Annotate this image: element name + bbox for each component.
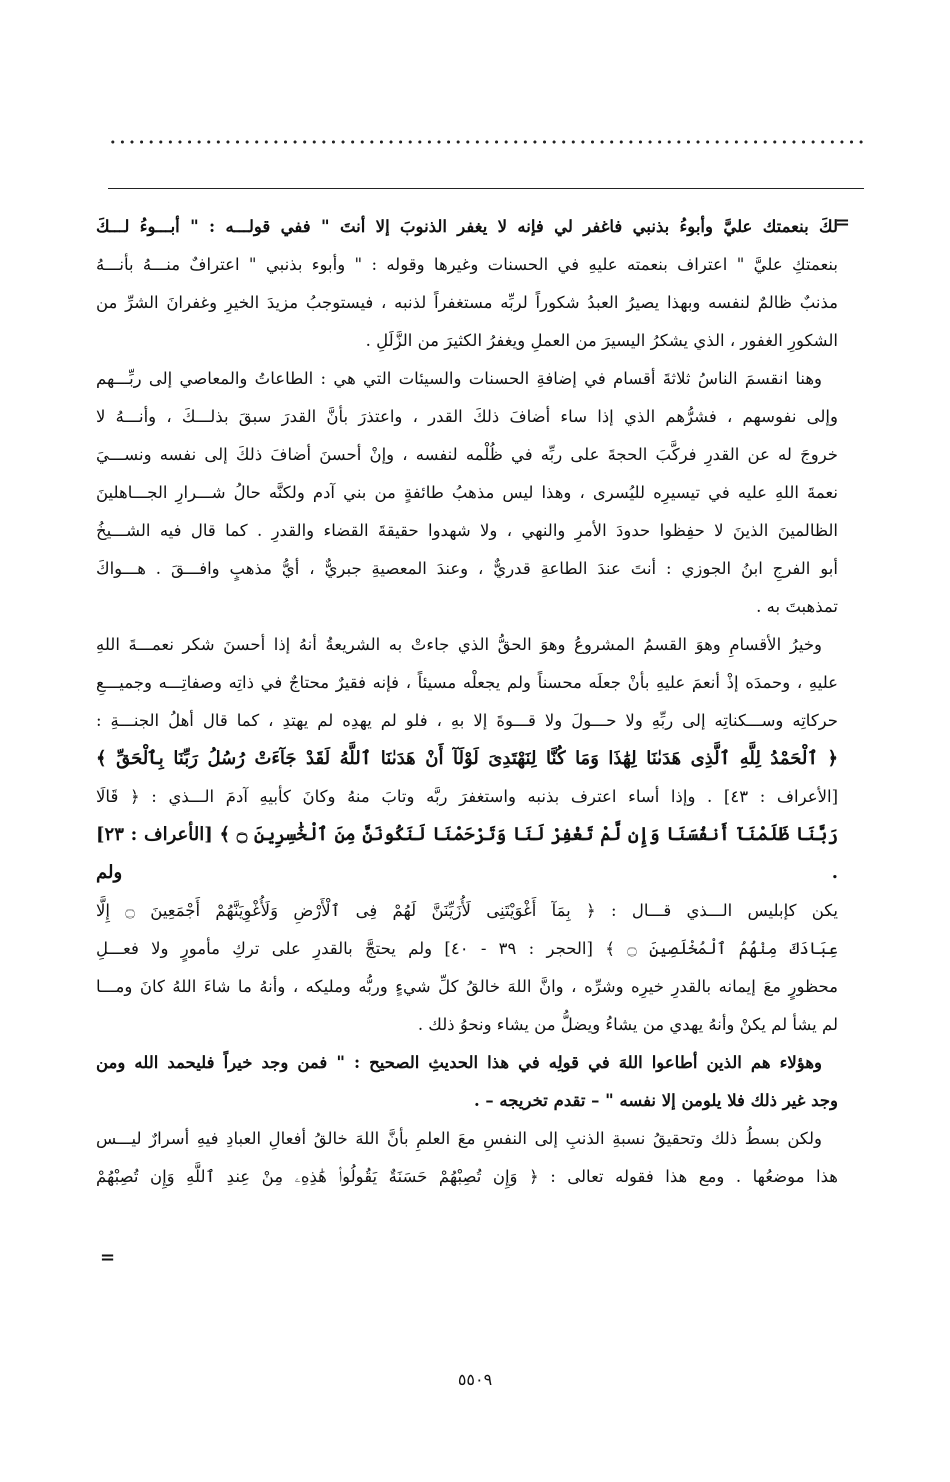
solid-divider bbox=[108, 188, 864, 189]
line-16: [الأعراف : ٤٣] . وإذا أساء اعترف بذنبه واستغفرَ ربَّه وتابَ منهُ وكانَ كأبيهِ آدمَ الـــذي : ﴿ قَالَا bbox=[96, 787, 839, 806]
line-11: تمذهبتَ به . bbox=[756, 597, 838, 616]
line-13: عليهِ ، وحمدَه إذْ أنعمَ عليهِ بأنْ جعلَه محسناً ولم يجعلْه مسيئاً ، فإنه فقيرٌ محتاجٌ في ذاتِه وصفاتِـــه وجميـــعِ bbox=[96, 673, 838, 692]
line-17-quran: رَبَّنَا ظَلَمْنَآ أَنفُسَنَا وَإِن لَّمْ تَغْفِرْ لَنَا وَتَرْحَمْنَا لَنَكُونَنَّ مِنَ ٱلْخَٰسِرِينَ ۝ ﴾ [الأعراف : ٢٣] . ولم bbox=[96, 824, 839, 883]
line-21: لم يشأ لم يكنْ وأنهُ يهدي من يشاءُ ويضلُّ من يشاء ونحوُ ذلك . bbox=[417, 1015, 838, 1034]
line-23: وجد غير ذلك فلا يلومن إلا نفسه " – تقدم تخريجه – . bbox=[473, 1091, 838, 1110]
line-19: عِبَادَكَ مِنْهُمُ ٱلْمُخْلَصِينَ ۝ ﴾ [الحجر : ٣٩ - ٤٠] ولم يحتجَّ بالقدرِ على تركِ مأمورٍ ولا فعـــلِ bbox=[96, 939, 838, 958]
continuation-mark-start: = bbox=[834, 212, 850, 233]
line-4: الشكورِ الغفور ، الذي يشكرُ اليسيرَ من العملِ ويغفرُ الكثيرَ من الزَّلَلِ . bbox=[365, 331, 838, 350]
line-8: نعمةَ اللهِ عليه في تيسيرِه لليُسرى ، وهذا ليس مذهبُ طائفةٍ من بني آدم ولكنَّه حالُ شـــرارِ الجـــاهلينَ bbox=[96, 483, 838, 502]
line-25: هذا موضعُها . ومع هذا فقوله تعالى : ﴿ وَإِن تُصِبْهُمْ حَسَنَةٌ يَقُولُوا۟ هَٰذِهِۦ مِنْ عِندِ ٱللَّهِ وَإِن تُصِبْهُمْ bbox=[96, 1167, 838, 1186]
line-2: بنعمتكِ عليَّ " اعتراف بنعمته عليهِ في الحسنات وغيرها وقوله : " وأبوء بذنبي " اعترافٌ منـــهُ بأنـــهُ bbox=[96, 255, 838, 274]
line-5: وهنا انقسمَ الناسُ ثلاثةَ أقسام في إضافةِ الحسنات والسيئات التي هي : الطاعاتُ والمعاصي إلى ربِّـــهم bbox=[96, 369, 822, 388]
line-20: محظورٍ معَ إيمانه بالقدرِ خيرِه وشرِّه ، وانَّ اللهَ خالقُ كلِّ شيءٍ وربُّه ومليكه ، وأنهُ ما شاءَ اللهُ كانَ ومـــا bbox=[96, 977, 838, 996]
line-12: وخيرُ الأقسامِ وهوَ القسمُ المشروعُ وهوَ الحقُّ الذي جاءتْ به الشريعةُ أنهُ إذا أحسنَ شكر نعمـــةَ اللهِ bbox=[96, 635, 822, 654]
line-9: الظالمينَ الذينَ لا حفِظوا حدودَ الأمرِ والنهي ، ولا شهدوا حقيقةَ القضاء والقدرِ . كما قال فيه الشـــيخُ bbox=[96, 521, 838, 540]
line-7: خروجَ له عن القدرِ فركَّبَ الحجةَ على ربِّه في ظُلْمه لنفسه ، وإنْ أحسنَ أضافَ ذلكَ إلى نفسه ونســـيَ bbox=[96, 445, 838, 464]
continuation-mark-end: = bbox=[100, 1247, 116, 1268]
line-24: ولكن بسطُ ذلك وتحقيقُ نسبةِ الذنبِ إلى النفسِ معَ العلمِ بأنَّ اللهَ خالقُ أفعالِ العبادِ فيهِ أسرارٌ ليـــس bbox=[96, 1129, 822, 1148]
line-15-quran: ﴿ ٱلْحَمْدُ لِلَّهِ ٱلَّذِى هَدَىٰنَا لِهَٰذَا وَمَا كُنَّا لِنَهْتَدِىَ لَوْلَآ أَنْ هَدَىٰنَا ٱللَّهُ لَقَدْ جَآءَتْ رُسُلُ رَبِّنَا بِٱلْحَقِّ ﴾ bbox=[96, 748, 839, 769]
line-22: وهؤلاء هم الذين أطاعوا اللهَ في قولِه في هذا الحديثِ الصحيح : " فمن وجد خيراً فليحمد الله ومن bbox=[96, 1053, 822, 1072]
line-6: وإلى نفوسهم ، فشرُّهم الذي إذا ساء أضافَ ذلكَ القدر ، واعتذرَ بأنَّ القدرَ سبقَ بذلـــكَ ، وأنـــهُ لا bbox=[96, 407, 838, 426]
dotted-divider bbox=[108, 136, 863, 148]
page-body bbox=[96, 208, 838, 1196]
line-10: أبو الفرجِ ابنُ الجوزي : أنتَ عندَ الطاعةِ قدريٌّ ، وعندَ المعصيةِ جبريٌّ ، أيُّ مذهبٍ وافـــقَ . هـــواكَ bbox=[96, 559, 838, 578]
line-1: لكَ بنعمتك عليَّ وأبوءُ بذنبي فاغفر لي فإنه لا يغفر الذنوبَ إلا أنتَ " ففي قولـــه : " أبـــوءُ لـــكَ bbox=[96, 217, 838, 236]
line-18: يكن كإبليس الـــذي قـــال : ﴿ بِمَآ أَغْوَيْتَنِى لَأُزَيِّنَنَّ لَهُمْ فِى ٱلْأَرْضِ وَلَأُغْوِيَنَّهُمْ أَجْمَعِينَ ۝ إِلَّا bbox=[96, 901, 839, 920]
page-number: ٥٥٠٩ bbox=[457, 1370, 493, 1389]
line-14: حركاتِه وســـكناتِه إلى ربِّهِ ولا حـــولَ ولا قـــوةَ إلا بهِ ، فلو لم يهدِه لم يهتدِ ، كما قال أهلُ الجنـــةِ : bbox=[96, 711, 838, 730]
line-3: مذنبٌ ظالمٌ لنفسه وبهذا يصيرُ العبدُ شكوراً لربِّه مستغفراً لذنبه ، فيستوجبُ مزيدَ الخيرِ وغفرانَ الشرِّ من bbox=[96, 293, 838, 312]
